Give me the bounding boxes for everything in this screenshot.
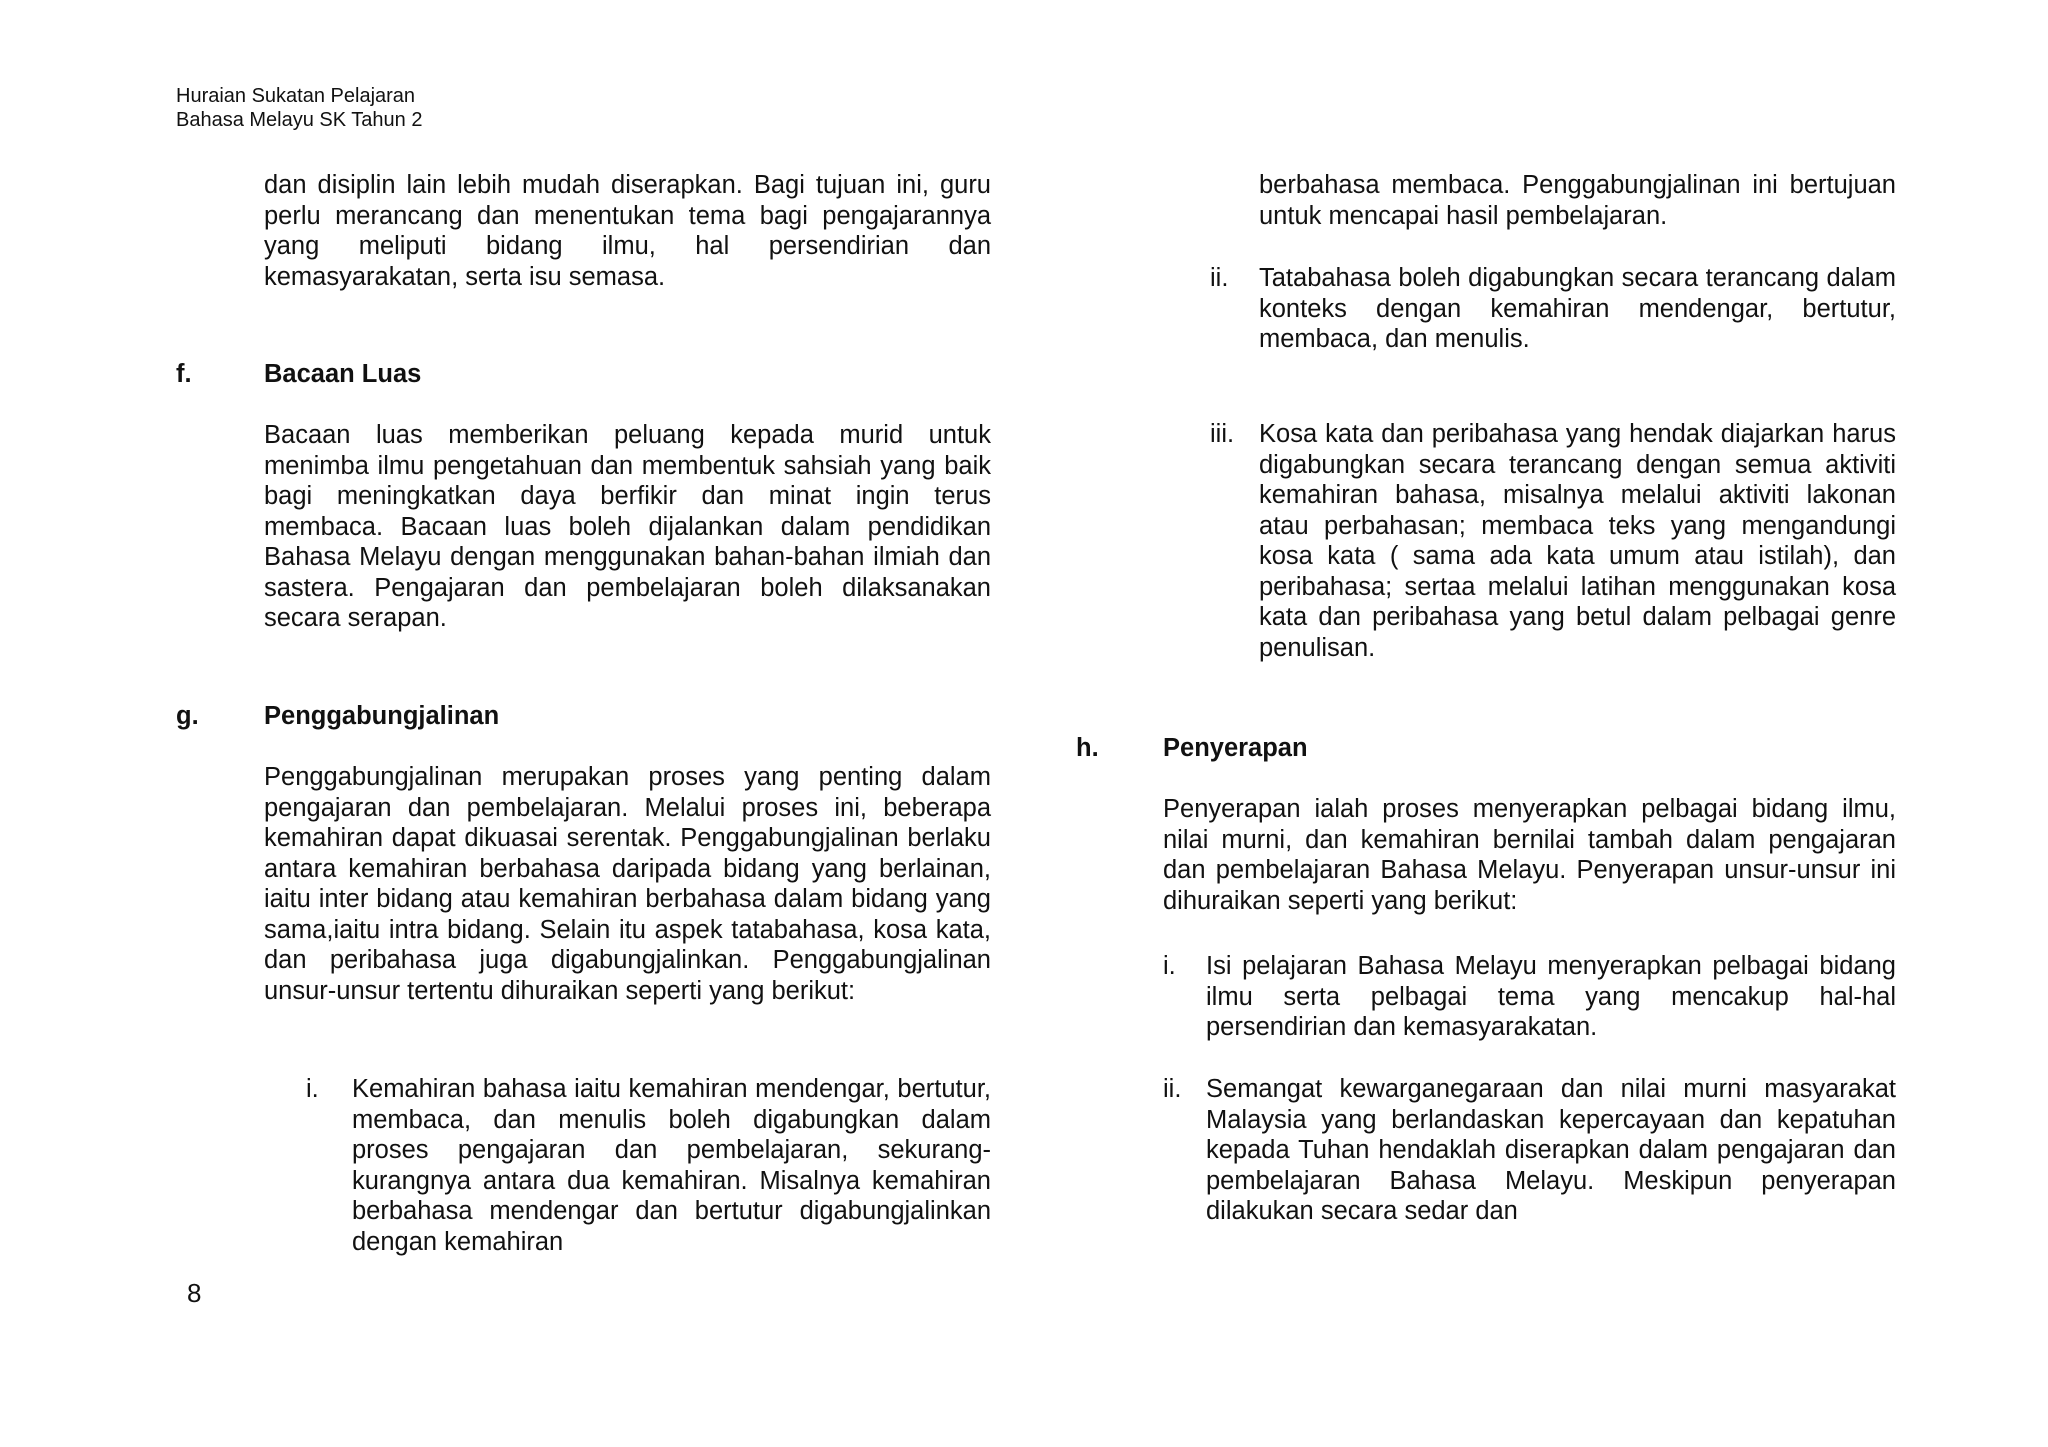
section-f-body: Bacaan luas memberikan peluang kepada murid untuk menimba ilmu pengetahuan dan membentuk sahsiah yang baik bagi meningkatkan daya berfikir dan minat ingin terus membaca. Bacaan luas boleh dijalankan dalam pendidikan Bahasa Melayu dengan menggunakan bahan-bahan ilmiah dan sastera. Pengajaran dan pembelajaran boleh dilaksanakan secara serapan.	[264, 421, 991, 632]
right-item-iii	[1076, 419, 1896, 663]
section-h-body: Penyerapan ialah proses menyerapkan pelbagai bidang ilmu, nilai murni, dan kemahiran bernilai tambah dalam pengajaran dan pembelajaran Bahasa Melayu. Penyerapan unsur-unsur ini dihuraikan seperti yang berikut:	[1163, 795, 1896, 915]
left-column	[176, 170, 991, 292]
right-item-iii-text: Kosa kata dan peribahasa yang hendak diajarkan harus digabungkan secara terancang dengan semua aktiviti kemahiran bahasa, misalnya melalui aktiviti lakonan atau perbahasan; membaca teks yang mengandungi kosa kata ( sama ada kata umum atau istilah), dan peribahasa; sertaa melalui latihan menggunakan kosa kata dan peribahasa yang betul dalam pelbagai genre penulisan.	[1259, 420, 1896, 662]
section-h-item-ii-number: ii.	[1163, 1075, 1182, 1103]
section-h-title: Penyerapan	[1163, 734, 1308, 762]
section-g	[176, 701, 991, 732]
section-g-item-i-text: Kemahiran bahasa iaitu kemahiran mendengar, bertutur, membaca, dan menulis boleh digabungkan dalam proses pengajaran dan pembelajaran, sekurang-kurangnya antara dua kemahiran. Misalnya kemahiran berbahasa mendengar dan bertutur digabungjalinkan dengan kemahiran	[352, 1075, 991, 1256]
section-h-letter: h.	[1076, 734, 1099, 762]
page-number: 8	[187, 1278, 202, 1308]
intro-paragraph: dan disiplin lain lebih mudah diserapkan. Bagi tujuan ini, guru perlu merancang dan menentukan tema bagi pengajarannya yang meliputi bidang ilmu, hal persendirian dan kemasyarakatan, serta isu semasa.	[264, 171, 991, 291]
section-h-heading	[1076, 733, 1896, 764]
right-continuation-wrap	[1076, 170, 1896, 231]
right-continuation: berbahasa membaca. Penggabungjalinan ini bertujuan untuk mencapai hasil pembelajaran.	[1259, 171, 1896, 230]
right-item-ii	[1076, 263, 1896, 355]
section-g-title: Penggabungjalinan	[264, 702, 500, 730]
section-f	[176, 359, 991, 390]
section-g-body-wrap	[176, 762, 991, 1006]
header-line-1: Huraian Sukatan Pelajaran	[176, 85, 416, 107]
section-g-letter: g.	[176, 702, 199, 730]
section-g-item-i	[176, 1074, 991, 1257]
section-h-item-ii-text: Semangat kewarganegaraan dan nilai murni masyarakat Malaysia yang berlandaskan kepercayaan dan kepatuhan kepada Tuhan hendaklah diserapkan dalam pengajaran dan pembelajaran Bahasa Melayu. Meskipun penyerapan dilakukan secara sedar dan	[1206, 1075, 1896, 1225]
section-h-item-i-text: Isi pelajaran Bahasa Melayu menyerapkan pelbagai bidang ilmu serta pelbagai tema yang mencakup hal-hal persendirian dan kemasyarakatan.	[1206, 952, 1896, 1041]
section-f-letter: f.	[176, 360, 192, 388]
right-item-ii-text: Tatabahasa boleh digabungkan secara terancang dalam konteks dengan kemahiran mendengar, bertutur, membaca, dan menulis.	[1259, 264, 1896, 353]
right-item-iii-number: iii.	[1210, 420, 1235, 448]
section-g-heading	[176, 701, 991, 732]
section-f-body-wrap	[176, 420, 991, 634]
section-h-item-i-number: i.	[1163, 952, 1176, 980]
section-f-title: Bacaan Luas	[264, 360, 422, 388]
right-item-ii-number: ii.	[1210, 264, 1229, 292]
running-header	[176, 84, 422, 132]
header-line-2: Bahasa Melayu SK Tahun 2	[176, 109, 423, 131]
section-h	[1076, 733, 1896, 764]
section-h-body-wrap	[1076, 794, 1896, 916]
section-h-item-i	[1076, 951, 1896, 1043]
section-f-heading	[176, 359, 991, 390]
section-g-item-i-number: i.	[306, 1075, 319, 1103]
section-h-item-ii	[1076, 1074, 1896, 1227]
section-g-body: Penggabungjalinan merupakan proses yang penting dalam pengajaran dan pembelajaran. Melalui proses ini, beberapa kemahiran dapat dikuasai serentak. Penggabungjalinan berlaku antara kemahiran berbahasa daripada bidang yang berlainan, iaitu inter bidang atau kemahiran berbahasa dalam bidang yang sama,iaitu intra bidang. Selain itu aspek tatabahasa, kosa kata, dan peribahasa juga digabungjalinkan. Penggabungjalinan unsur-unsur tertentu dihuraikan seperti yang berikut:	[264, 763, 991, 1005]
